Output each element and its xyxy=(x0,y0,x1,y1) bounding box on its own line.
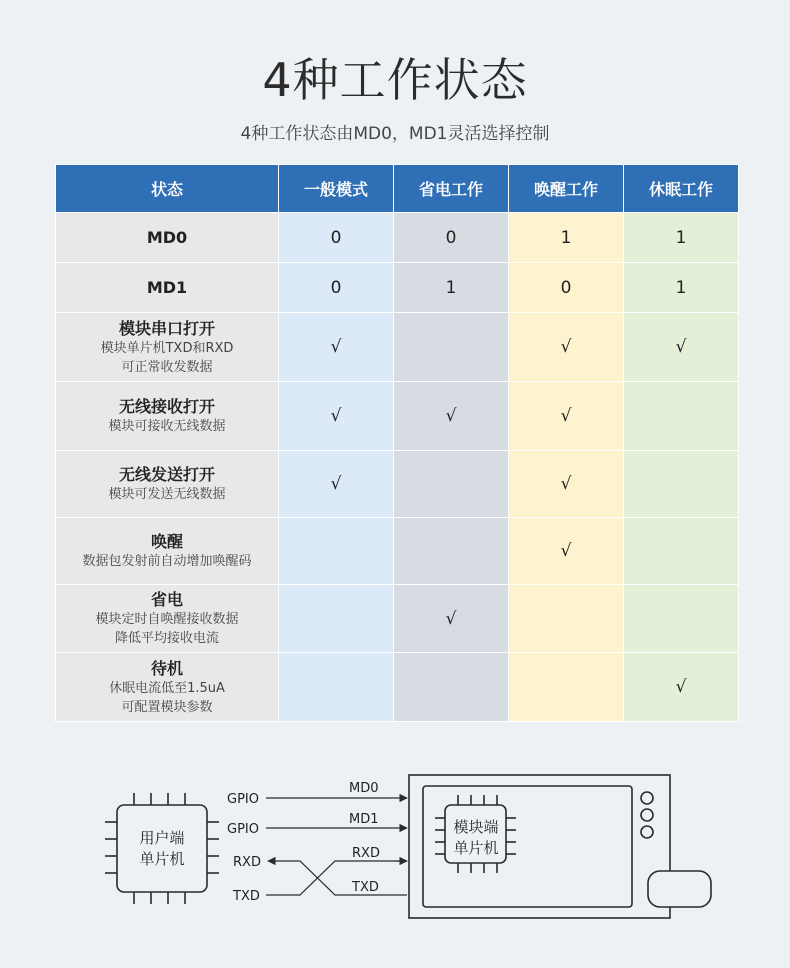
antenna-connector xyxy=(648,871,711,907)
row-description: 模块定时自唤醒接收数据 xyxy=(95,612,239,627)
cell-power-saving xyxy=(394,313,509,382)
row-description: 模块单片机TXD和RXD xyxy=(100,340,234,356)
cell-power-saving: √ xyxy=(394,382,509,451)
cell-wake-up xyxy=(509,585,624,653)
cell-sleep xyxy=(624,518,739,585)
row-title: 待机 xyxy=(150,658,183,678)
wiring-diagram xyxy=(0,760,790,960)
row-label xyxy=(56,585,279,653)
cell-sleep: √ xyxy=(624,653,739,722)
signal-md0: MD0 xyxy=(349,781,379,796)
cell-wake-up: 1 xyxy=(509,213,624,263)
cell-wake-up: √ xyxy=(509,451,624,518)
state-table xyxy=(55,164,739,722)
row-title: 省电 xyxy=(150,590,183,609)
header-sleep: 休眠工作 xyxy=(624,165,739,213)
cell-sleep xyxy=(624,382,739,451)
row-description: 可正常收发数据 xyxy=(121,359,213,375)
host-chip-label: 单片机 xyxy=(139,850,185,868)
host-pin-gpio: GPIO xyxy=(227,822,259,837)
signal-md1: MD1 xyxy=(349,812,379,827)
row-label xyxy=(56,653,279,722)
row-label xyxy=(56,263,279,313)
cell-power-saving xyxy=(394,451,509,518)
cell-sleep xyxy=(624,585,739,653)
cell-normal-mode: 0 xyxy=(279,213,394,263)
cell-normal-mode: √ xyxy=(279,382,394,451)
table-row xyxy=(56,213,739,263)
host-chip-label: 用户端 xyxy=(139,829,185,847)
header-wake-up: 唤醒工作 xyxy=(509,165,624,213)
table-row xyxy=(56,518,739,585)
cell-sleep: √ xyxy=(624,313,739,382)
cell-normal-mode xyxy=(279,518,394,585)
row-title: 唤醒 xyxy=(150,532,183,551)
row-title: 无线接收打开 xyxy=(118,397,215,416)
host-mcu-chip xyxy=(105,793,219,904)
cell-power-saving: 1 xyxy=(394,263,509,313)
cell-wake-up: 0 xyxy=(509,263,624,313)
table-header-row xyxy=(56,165,739,213)
signal-txd: TXD xyxy=(352,880,379,895)
host-pin-rxd: RXD xyxy=(233,855,261,870)
cell-sleep: 1 xyxy=(624,213,739,263)
cell-normal-mode: 0 xyxy=(279,263,394,313)
cell-wake-up: √ xyxy=(509,313,624,382)
row-label xyxy=(56,382,279,451)
row-label xyxy=(56,518,279,585)
txd-to-rxd-line xyxy=(266,861,407,895)
row-label xyxy=(56,213,279,263)
row-title: MD0 xyxy=(146,228,188,247)
row-title: 无线发送打开 xyxy=(118,465,215,484)
module-chip-label: 单片机 xyxy=(453,839,499,857)
cell-wake-up: √ xyxy=(509,518,624,585)
header-state: 状态 xyxy=(56,165,279,213)
row-description: 数据包发射前自动增加唤醒码 xyxy=(82,554,252,569)
table-row xyxy=(56,451,739,518)
page-title: 4种工作状态 xyxy=(262,53,528,107)
row-description: 模块可接收无线数据 xyxy=(108,419,226,434)
page-subtitle: 4种工作状态由MD0，MD1灵活选择控制 xyxy=(240,124,550,144)
table-row xyxy=(56,382,739,451)
row-label xyxy=(56,313,279,382)
row-title: MD1 xyxy=(146,278,188,297)
cell-power-saving xyxy=(394,653,509,722)
rxd-return-line xyxy=(268,861,407,895)
row-description: 降低平均接收电流 xyxy=(114,631,219,646)
header-normal-mode: 一般模式 xyxy=(279,165,394,213)
cell-sleep xyxy=(624,451,739,518)
cell-power-saving xyxy=(394,518,509,585)
row-title: 模块串口打开 xyxy=(118,318,215,338)
cell-sleep: 1 xyxy=(624,263,739,313)
cell-power-saving: 0 xyxy=(394,213,509,263)
cell-wake-up: √ xyxy=(509,382,624,451)
row-description: 休眠电流低至1.5uA xyxy=(109,680,225,696)
cell-wake-up xyxy=(509,653,624,722)
signal-rxd: RXD xyxy=(352,846,380,861)
row-label xyxy=(56,451,279,518)
header-power-saving: 省电工作 xyxy=(394,165,509,213)
host-pin-txd: TXD xyxy=(233,889,260,904)
module-chip-label: 模块端 xyxy=(453,818,499,836)
cell-normal-mode: √ xyxy=(279,313,394,382)
cell-normal-mode xyxy=(279,653,394,722)
row-description: 可配置模块参数 xyxy=(121,699,213,715)
cell-normal-mode: √ xyxy=(279,451,394,518)
table-row xyxy=(56,653,739,722)
host-pin-gpio: GPIO xyxy=(227,792,259,807)
table-row xyxy=(56,263,739,313)
cell-normal-mode xyxy=(279,585,394,653)
table-row xyxy=(56,585,739,653)
cell-power-saving: √ xyxy=(394,585,509,653)
row-description: 模块可发送无线数据 xyxy=(108,487,226,502)
table-row xyxy=(56,313,739,382)
